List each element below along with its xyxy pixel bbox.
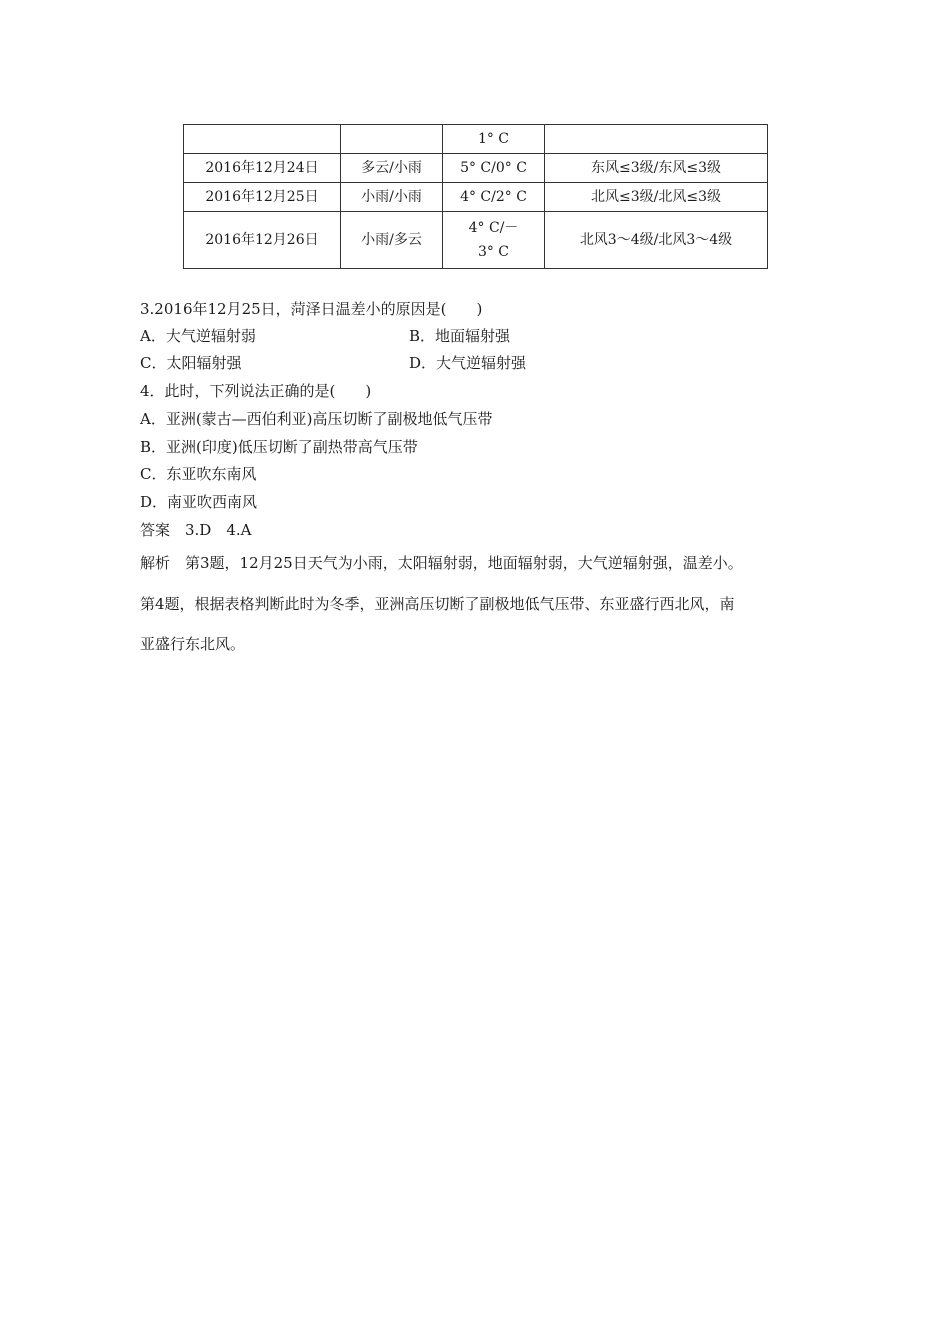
date-cell: 2016年12月24日 <box>184 154 341 183</box>
temp-cell <box>443 212 545 269</box>
q4-stem: 4．此时，下列说法正确的是( ) <box>140 382 372 400</box>
analysis-line-1: 解析 第3题，12月25日天气为小雨，太阳辐射弱，地面辐射弱，大气逆辐射强，温差小。 <box>140 554 743 572</box>
wind-cell: 北风≤3级/北风≤3级 <box>545 183 768 212</box>
temp-line-1: 4° C/－ <box>468 220 519 236</box>
weather-cell: 多云/小雨 <box>341 154 443 183</box>
weather-cell: 小雨/多云 <box>341 212 443 269</box>
table-row <box>184 212 768 269</box>
temp-cell: 5° C/0° C <box>443 154 545 183</box>
wind-cell <box>545 125 768 154</box>
q3-option-a: A．大气逆辐射弱 <box>140 327 256 345</box>
weather-cell: 小雨/小雨 <box>341 183 443 212</box>
date-cell: 2016年12月26日 <box>184 212 341 269</box>
temp-cell: 4° C/2° C <box>443 183 545 212</box>
weather-cell <box>341 125 443 154</box>
q3-stem: 3.2016年12月25日，菏泽日温差小的原因是( ) <box>140 300 483 318</box>
table-row <box>184 154 768 183</box>
table-row <box>184 125 768 154</box>
q3-option-c: C．太阳辐射强 <box>140 354 242 372</box>
answer-line: 答案 3.D 4.A <box>140 521 252 539</box>
date-cell <box>184 125 341 154</box>
q4-option-d: D．南亚吹西南风 <box>140 493 258 511</box>
q3-option-d: D．大气逆辐射强 <box>409 354 527 372</box>
wind-cell: 东风≤3级/东风≤3级 <box>545 154 768 183</box>
q4-option-a: A．亚洲(蒙古—西伯利亚)高压切断了副极地低气压带 <box>140 410 493 428</box>
q3-option-b: B．地面辐射强 <box>409 327 511 345</box>
analysis-line-2: 第4题，根据表格判断此时为冬季，亚洲高压切断了副极地低气压带、东亚盛行西北风，南 <box>140 595 735 613</box>
date-cell: 2016年12月25日 <box>184 183 341 212</box>
q4-option-b: B．亚洲(印度)低压切断了副热带高气压带 <box>140 438 418 456</box>
table-row <box>184 183 768 212</box>
weather-table <box>183 124 768 269</box>
temp-cell: 1° C <box>443 125 545 154</box>
temp-line-2: 3° C <box>477 244 510 260</box>
wind-cell: 北风3～4级/北风3～4级 <box>545 212 768 269</box>
q4-option-c: C．东亚吹东南风 <box>140 465 257 483</box>
analysis-line-3: 亚盛行东北风。 <box>140 635 246 653</box>
